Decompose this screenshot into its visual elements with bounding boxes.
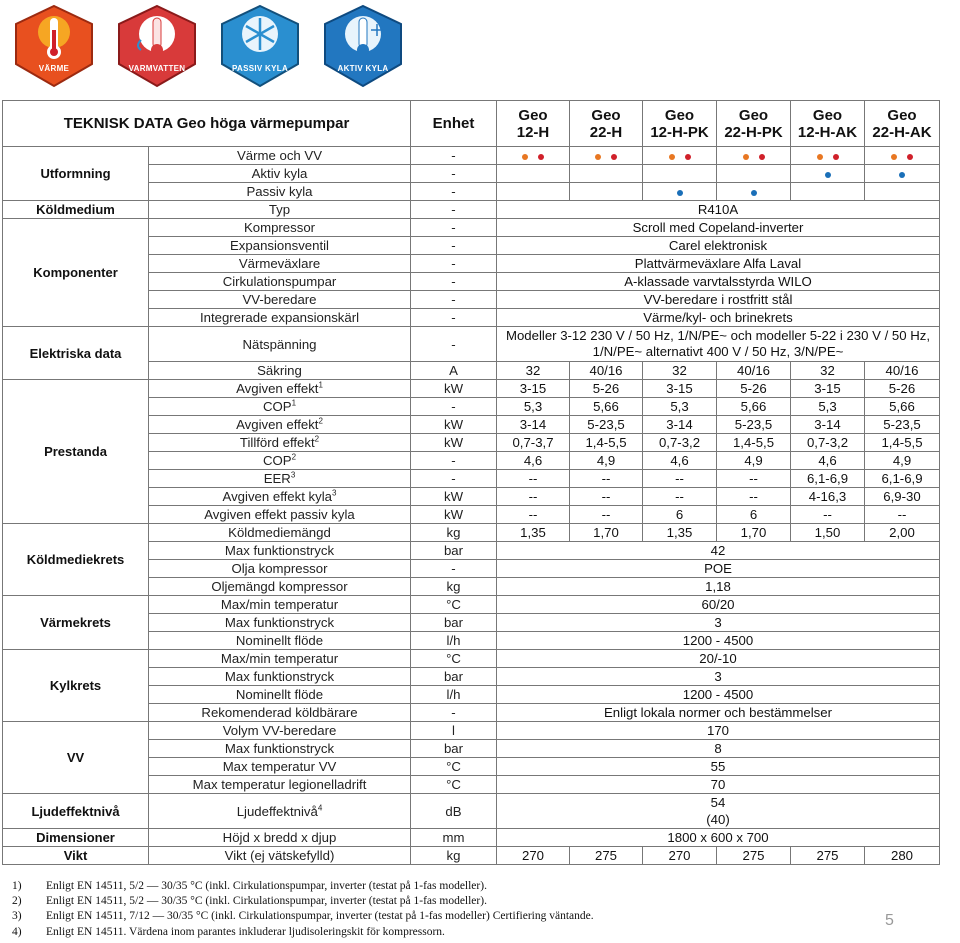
feature-dots — [643, 165, 717, 183]
category-label: Prestanda — [3, 380, 149, 524]
value-cell: 6 — [643, 506, 717, 524]
dot-icon — [677, 190, 683, 196]
feature-dots — [643, 147, 717, 165]
value-cell: 280 — [865, 847, 940, 865]
param-label — [149, 362, 411, 380]
dot-icon — [891, 154, 897, 160]
param-text: Vikt (ej vätskefylld) — [224, 848, 335, 863]
param-label — [149, 794, 411, 829]
footnote-ref: 2 — [291, 452, 297, 462]
table-row — [3, 524, 940, 542]
value-cell: 3-14 — [791, 416, 865, 434]
value-cell: -- — [643, 488, 717, 506]
param-text: Max funktionstryck — [224, 615, 335, 630]
unit-cell: kW — [411, 434, 497, 452]
value-cell: 4,6 — [643, 452, 717, 470]
unit-cell: bar — [411, 740, 497, 758]
footnote-ref: 2 — [314, 434, 320, 444]
value-cell: -- — [497, 488, 570, 506]
param-label — [149, 704, 411, 722]
param-label — [149, 740, 411, 758]
unit-cell: - — [411, 291, 497, 309]
value-cell: 1,18 — [497, 578, 940, 596]
faucet-icon — [111, 2, 203, 90]
value-cell: 6 — [717, 506, 791, 524]
unit-cell: mm — [411, 829, 497, 847]
value-cell: -- — [497, 470, 570, 488]
value-cell: VV-beredare i rostfritt stål — [497, 291, 940, 309]
category-label: Utformning — [3, 147, 149, 201]
feature-dots — [570, 183, 643, 201]
value-cell: -- — [570, 470, 643, 488]
param-text: Cirkulationspumpar — [222, 274, 337, 289]
param-text: Max funktionstryck — [224, 669, 335, 684]
param-label — [149, 686, 411, 704]
badge-varme — [8, 2, 100, 90]
param-label — [149, 488, 411, 506]
unit-cell: °C — [411, 758, 497, 776]
value-cell: 1,35 — [497, 524, 570, 542]
unit-cell: - — [411, 183, 497, 201]
category-label: Kylkrets — [3, 650, 149, 722]
unit-cell: l/h — [411, 686, 497, 704]
param-label — [149, 668, 411, 686]
dot-icon — [595, 154, 601, 160]
value-cell: 5-26 — [570, 380, 643, 398]
param-text: Olja kompressor — [231, 561, 328, 576]
dot-icon — [759, 154, 765, 160]
unit-cell: - — [411, 147, 497, 165]
value-cell: 4,9 — [865, 452, 940, 470]
value-cell: 8 — [497, 740, 940, 758]
value-cell: 1,4-5,5 — [717, 434, 791, 452]
value-cell: 1,70 — [717, 524, 791, 542]
value-cell: -- — [865, 506, 940, 524]
value-cell: 1800 x 600 x 700 — [497, 829, 940, 847]
value-cell: 5,66 — [717, 398, 791, 416]
value-cell: 1200 - 4500 — [497, 686, 940, 704]
value-cell: 5-23,5 — [865, 416, 940, 434]
param-label — [149, 542, 411, 560]
footnote-ref: 3 — [290, 470, 296, 480]
value-cell — [497, 794, 940, 829]
value-cell: 60/20 — [497, 596, 940, 614]
value-cell: 4,6 — [497, 452, 570, 470]
dot-icon — [743, 154, 749, 160]
feature-dots — [717, 183, 791, 201]
param-label — [149, 614, 411, 632]
value-cell: 6,9-30 — [865, 488, 940, 506]
unit-cell: l — [411, 722, 497, 740]
unit-cell: kW — [411, 380, 497, 398]
category-label: Värmekrets — [3, 596, 149, 650]
value-cell: 275 — [717, 847, 791, 865]
param-text: Expansionsventil — [230, 238, 329, 253]
table-row — [3, 794, 940, 829]
feature-dots — [717, 147, 791, 165]
value-cell: Modeller 3-12 230 V / 50 Hz, 1/N/PE~ och modeller 5-22 i 230 V / 50 Hz, 1/N/PE~ alternativt 400 V / 50 Hz, 3/N/PE~ — [497, 327, 940, 362]
unit-cell: - — [411, 219, 497, 237]
value-cell: 170 — [497, 722, 940, 740]
unit-cell: bar — [411, 668, 497, 686]
value-cell: -- — [791, 506, 865, 524]
table-row — [3, 380, 940, 398]
unit-cell: kg — [411, 847, 497, 865]
model-header: Geo 22-H — [570, 101, 643, 147]
value-cell: 5-26 — [865, 380, 940, 398]
value-cell: -- — [717, 470, 791, 488]
param-label — [149, 147, 411, 165]
param-text: Höjd x bredd x djup — [222, 830, 337, 845]
dot-icon — [899, 172, 905, 178]
param-label — [149, 506, 411, 524]
param-text: Oljemängd kompressor — [211, 579, 348, 594]
value-cell: 4,9 — [717, 452, 791, 470]
value-cell: 1,4-5,5 — [570, 434, 643, 452]
feature-dots — [497, 147, 570, 165]
spec-table — [2, 100, 940, 865]
unit-cell: kg — [411, 578, 497, 596]
table-row — [3, 327, 940, 362]
param-text: Integrerade expansionskärl — [199, 310, 360, 325]
table-row — [3, 596, 940, 614]
param-text: Avgiven effekt passiv kyla — [204, 507, 355, 522]
dot-icon — [817, 154, 823, 160]
value-cell: 40/16 — [717, 362, 791, 380]
unit-cell: - — [411, 452, 497, 470]
unit-cell: kW — [411, 506, 497, 524]
param-label — [149, 237, 411, 255]
table-row — [3, 219, 940, 237]
footnote-ref: 2 — [318, 416, 323, 426]
param-text: Max funktionstryck — [224, 741, 335, 756]
table-row — [3, 829, 940, 847]
param-label — [149, 416, 411, 434]
value-cell: 4,6 — [791, 452, 865, 470]
value-cell: 5,66 — [570, 398, 643, 416]
unit-cell: - — [411, 560, 497, 578]
value-cell: Enligt lokala normer och bestämmelser — [497, 704, 940, 722]
value-cell: 275 — [570, 847, 643, 865]
thermometer-cold-icon — [317, 2, 409, 90]
unit-cell: - — [411, 165, 497, 183]
unit-cell: - — [411, 398, 497, 416]
param-label — [149, 398, 411, 416]
badge-aktiv-kyla — [317, 2, 409, 90]
value-cell: 5,3 — [791, 398, 865, 416]
snowflake-icon — [214, 2, 306, 90]
unit-cell: - — [411, 201, 497, 219]
param-label — [149, 596, 411, 614]
feature-dots — [791, 147, 865, 165]
category-label: Komponenter — [3, 219, 149, 327]
value-cell: 3-15 — [643, 380, 717, 398]
param-text: Avgiven effekt — [236, 417, 319, 432]
param-label — [149, 829, 411, 847]
param-text: COP — [262, 399, 292, 414]
feature-dots — [643, 183, 717, 201]
param-label — [149, 165, 411, 183]
unit-cell: - — [411, 704, 497, 722]
param-text: Max/min temperatur — [220, 597, 339, 612]
value-cell: 5-23,5 — [717, 416, 791, 434]
unit-cell: kW — [411, 488, 497, 506]
badge-varmvatten — [111, 2, 203, 90]
value-cell: 3-14 — [497, 416, 570, 434]
value-cell: A-klassade varvtalsstyrda WILO — [497, 273, 940, 291]
unit-cell: - — [411, 273, 497, 291]
dot-icon — [907, 154, 913, 160]
value-cell: 1,50 — [791, 524, 865, 542]
param-text: Nätspänning — [242, 336, 317, 352]
param-text: Aktiv kyla — [251, 166, 308, 181]
category-label: Köldmediekrets — [3, 524, 149, 596]
value-cell: -- — [570, 488, 643, 506]
table-row — [3, 847, 940, 865]
value-cell: R410A — [497, 201, 940, 219]
badge-passiv-kyla — [214, 2, 306, 90]
value-cell: 5,3 — [643, 398, 717, 416]
param-text: Rekomenderad köldbärare — [201, 705, 358, 720]
dot-icon — [611, 154, 617, 160]
category-label: Dimensioner — [3, 829, 149, 847]
category-label: Köldmedium — [3, 201, 149, 219]
model-header: Geo 12-H-AK — [791, 101, 865, 147]
param-text: Tillförd effekt — [239, 435, 315, 450]
value-cell: 0,7-3,2 — [643, 434, 717, 452]
dot-icon — [833, 154, 839, 160]
value-cell: 3-15 — [497, 380, 570, 398]
unit-cell: - — [411, 327, 497, 362]
footnote: 2) Enligt EN 14511, 5/2 — 30/35 °C (inkl. Cirkulationspumpar, inverter (testat på 1-fas modeller). — [12, 895, 487, 907]
param-text: VV-beredare — [242, 292, 317, 307]
page-number: 5 — [885, 912, 894, 929]
sound-level: 54 — [710, 795, 726, 810]
value-cell: 55 — [497, 758, 940, 776]
value-cell: 3 — [497, 668, 940, 686]
header-row — [3, 101, 940, 147]
param-label — [149, 776, 411, 794]
param-text: Värmeväxlare — [238, 256, 321, 271]
value-cell: 1,4-5,5 — [865, 434, 940, 452]
table-title: TEKNISK DATA Geo höga värmepumpar — [3, 101, 411, 147]
value-cell: -- — [643, 470, 717, 488]
value-cell: 20/-10 — [497, 650, 940, 668]
param-text: Typ — [268, 202, 291, 217]
value-cell: 2,00 — [865, 524, 940, 542]
param-label — [149, 380, 411, 398]
badge-label: VÄRME — [38, 64, 70, 73]
param-text: Max/min temperatur — [220, 651, 339, 666]
value-cell: 40/16 — [865, 362, 940, 380]
param-text: Nominellt flöde — [235, 633, 324, 648]
dot-icon — [685, 154, 691, 160]
feature-dots — [570, 147, 643, 165]
value-cell: -- — [717, 488, 791, 506]
value-cell: -- — [570, 506, 643, 524]
param-label — [149, 434, 411, 452]
unit-cell: - — [411, 237, 497, 255]
param-text: COP — [262, 453, 292, 468]
model-header: Geo 22-H-PK — [717, 101, 791, 147]
value-cell: 1200 - 4500 — [497, 632, 940, 650]
value-cell: 3 — [497, 614, 940, 632]
param-text: Max temperatur VV — [222, 759, 337, 774]
param-text: Avgiven effekt — [236, 381, 319, 396]
sound-level-insulated: (40) — [706, 812, 730, 827]
param-text: Ljudeffektnivå — [236, 803, 318, 819]
dot-icon — [751, 190, 757, 196]
unit-cell: - — [411, 255, 497, 273]
category-label: VV — [3, 722, 149, 794]
value-cell: 3-14 — [643, 416, 717, 434]
param-text: Passiv kyla — [246, 184, 313, 199]
value-cell: 5,3 — [497, 398, 570, 416]
value-cell: 0,7-3,2 — [791, 434, 865, 452]
param-label — [149, 291, 411, 309]
param-label — [149, 255, 411, 273]
value-cell: Plattvärmeväxlare Alfa Laval — [497, 255, 940, 273]
unit-cell: bar — [411, 614, 497, 632]
value-cell: 6,1-6,9 — [791, 470, 865, 488]
value-cell: Carel elektronisk — [497, 237, 940, 255]
feature-dots — [497, 165, 570, 183]
param-label — [149, 309, 411, 327]
value-cell: 32 — [497, 362, 570, 380]
value-cell: 6,1-6,9 — [865, 470, 940, 488]
feature-dots — [791, 165, 865, 183]
dot-icon — [825, 172, 831, 178]
footnote: 4) Enligt EN 14511. Värdena inom parantes inkluderar ljudisoleringskit för kompressorn. — [12, 926, 445, 938]
dot-icon — [522, 154, 528, 160]
dot-icon — [669, 154, 675, 160]
table-row — [3, 722, 940, 740]
param-label — [149, 578, 411, 596]
category-label: Ljudeffektnivå — [3, 794, 149, 829]
value-cell: 5-23,5 — [570, 416, 643, 434]
param-text: Värme och VV — [236, 148, 323, 163]
param-text: Nominellt flöde — [235, 687, 324, 702]
footnote-ref: 1 — [291, 398, 297, 408]
value-cell: 5,66 — [865, 398, 940, 416]
param-label — [149, 452, 411, 470]
footnote: 1) Enligt EN 14511, 5/2 — 30/35 °C (inkl. Cirkulationspumpar, inverter (testat på 1-fas modeller). — [12, 880, 487, 892]
param-text: Max temperatur legionelladrift — [192, 777, 367, 792]
model-header: Geo 12-H — [497, 101, 570, 147]
unit-cell: dB — [411, 794, 497, 829]
param-text: Max funktionstryck — [224, 543, 335, 558]
unit-cell: - — [411, 470, 497, 488]
param-label — [149, 847, 411, 865]
value-cell: -- — [497, 506, 570, 524]
value-cell: 3-15 — [791, 380, 865, 398]
unit-cell: kg — [411, 524, 497, 542]
param-label — [149, 722, 411, 740]
feature-dots — [791, 183, 865, 201]
value-cell: 5-26 — [717, 380, 791, 398]
feature-dots — [717, 165, 791, 183]
dot-icon — [538, 154, 544, 160]
unit-cell: - — [411, 309, 497, 327]
table-row — [3, 650, 940, 668]
unit-cell: l/h — [411, 632, 497, 650]
value-cell: 270 — [643, 847, 717, 865]
value-cell: 40/16 — [570, 362, 643, 380]
feature-dots — [865, 165, 940, 183]
model-header: Geo 12-H-PK — [643, 101, 717, 147]
model-header: Geo 22-H-AK — [865, 101, 940, 147]
unit-cell: °C — [411, 776, 497, 794]
footnote: 3) Enligt EN 14511, 7/12 — 30/35 °C (inkl. Cirkulationspumpar, inverter (testat på 1-fas modeller) Certifiering väntande. — [12, 910, 594, 922]
table-row — [3, 147, 940, 165]
feature-dots — [570, 165, 643, 183]
unit-cell: bar — [411, 542, 497, 560]
param-label — [149, 758, 411, 776]
footnote-ref: 3 — [332, 488, 337, 498]
param-label — [149, 183, 411, 201]
param-label — [149, 470, 411, 488]
param-text: Volym VV-beredare — [222, 723, 337, 738]
param-label — [149, 524, 411, 542]
value-cell: 4-16,3 — [791, 488, 865, 506]
value-cell: Värme/kyl- och brinekrets — [497, 309, 940, 327]
value-cell: 0,7-3,7 — [497, 434, 570, 452]
footnote-ref: 1 — [318, 380, 323, 390]
thermometer-hot-icon — [8, 2, 100, 90]
value-cell: POE — [497, 560, 940, 578]
param-label — [149, 650, 411, 668]
param-label — [149, 219, 411, 237]
param-text: Kompressor — [243, 220, 316, 235]
param-label — [149, 327, 411, 362]
badge-label: AKTIV KYLA — [337, 64, 389, 73]
value-cell: 270 — [497, 847, 570, 865]
value-cell: 32 — [643, 362, 717, 380]
footnote-ref: 4 — [317, 803, 323, 813]
param-text: Säkring — [257, 363, 302, 378]
value-cell: Scroll med Copeland-inverter — [497, 219, 940, 237]
param-text: EER — [263, 471, 291, 486]
value-cell: 275 — [791, 847, 865, 865]
value-cell: 1,70 — [570, 524, 643, 542]
unit-cell: A — [411, 362, 497, 380]
param-label — [149, 273, 411, 291]
unit-cell: °C — [411, 596, 497, 614]
badge-label: PASSIV KYLA — [231, 64, 289, 73]
param-label — [149, 560, 411, 578]
param-label — [149, 201, 411, 219]
unit-cell: °C — [411, 650, 497, 668]
param-text: Avgiven effekt kyla — [222, 489, 333, 504]
category-label: Elektriska data — [3, 327, 149, 380]
param-label — [149, 632, 411, 650]
value-cell: 70 — [497, 776, 940, 794]
feature-dots — [865, 183, 940, 201]
param-text: Köldmediemängd — [228, 525, 331, 540]
feature-dots — [497, 183, 570, 201]
feature-dots — [865, 147, 940, 165]
table-row — [3, 201, 940, 219]
value-cell: 32 — [791, 362, 865, 380]
category-label: Vikt — [3, 847, 149, 865]
badge-label: VARMVATTEN — [128, 64, 186, 73]
unit-cell: kW — [411, 416, 497, 434]
value-cell: 1,35 — [643, 524, 717, 542]
unit-header: Enhet — [411, 101, 497, 147]
value-cell: 4,9 — [570, 452, 643, 470]
value-cell: 42 — [497, 542, 940, 560]
